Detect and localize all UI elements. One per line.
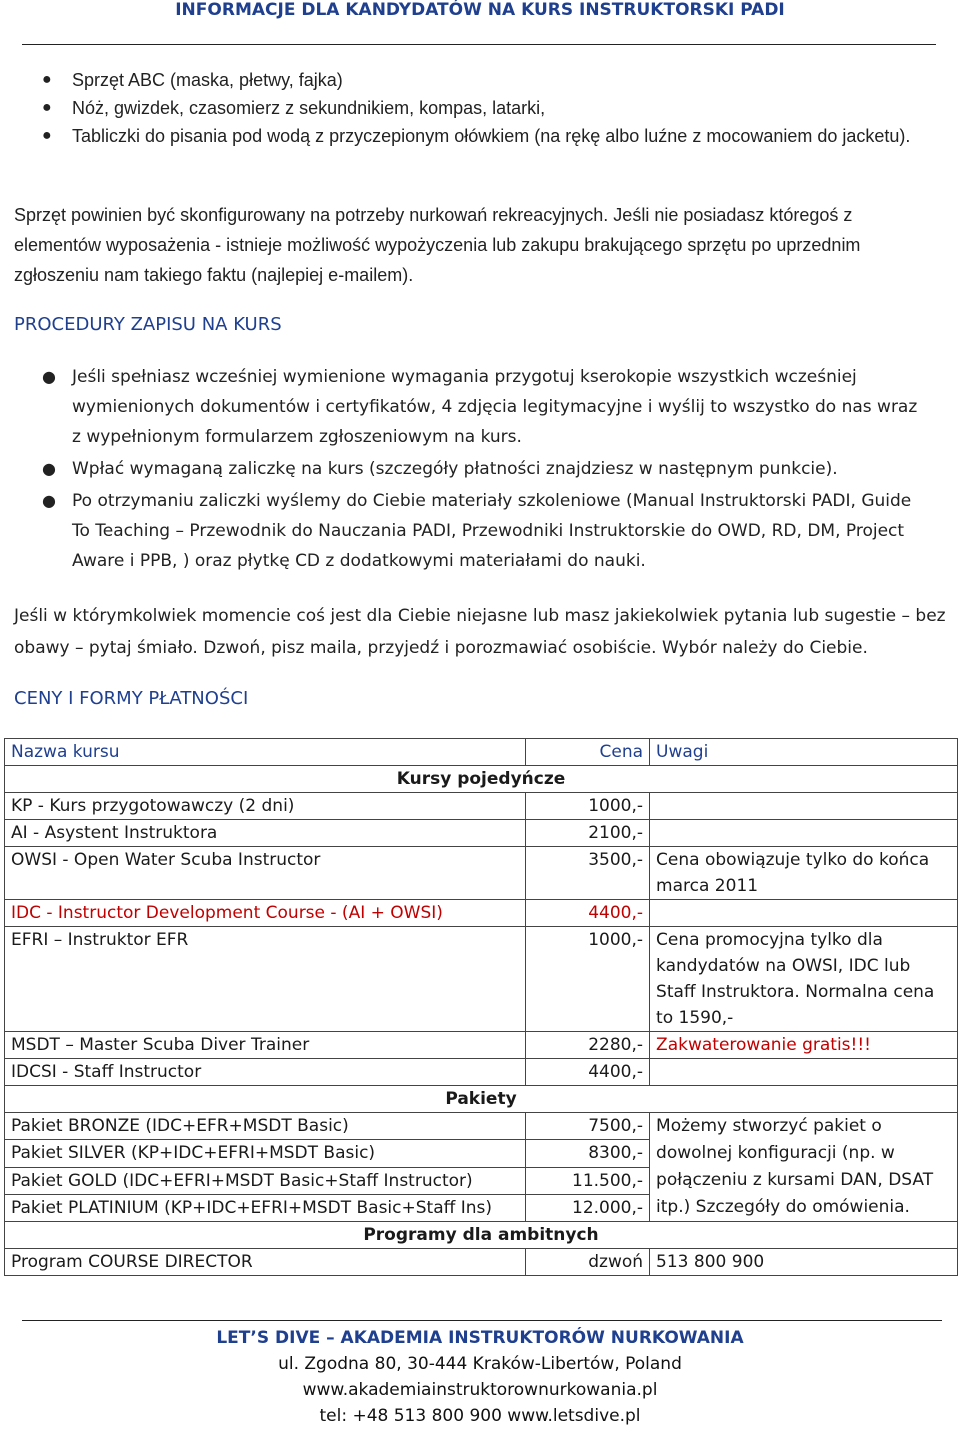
list-item: ● Wpłać wymaganą zaliczkę na kurs (szczegóły płatności znajdziesz w następnym punkcie). (0, 454, 930, 484)
course-name: AI - Asystent Instruktora (5, 820, 526, 847)
course-note: Zakwaterowanie gratis!!! (650, 1032, 958, 1059)
group-label-ambitious: Programy dla ambitnych (5, 1222, 958, 1249)
course-price: 2280,- (526, 1032, 650, 1059)
column-header-price: Cena (526, 739, 650, 766)
list-item: ● Jeśli spełniasz wcześniej wymienione wymagania przygotuj kserokopie wszystkich wcześniej wymienionych dokumentów i certyfikatów, 4 zdjęcia legitymacyjne i wyślij to wszystko do nas wraz z wypełnionym formularzem zgłoszeniowym na kurs. (0, 362, 930, 452)
procedures-list (0, 362, 930, 576)
footer (0, 1325, 960, 1429)
footer-brand: LET’S DIVE – AKADEMIA INSTRUKTORÓW NURKOWANIA (216, 1328, 744, 1348)
table-row (5, 847, 958, 900)
course-price: 3500,- (526, 847, 650, 900)
bullet-icon: ● (42, 491, 56, 510)
course-note: Cena promocyjna tylko dla kandydatów na OWSI, IDC lub Staff Instruktora. Normalna cena to 1590,- (650, 927, 958, 1032)
bullet-icon: ● (42, 71, 52, 88)
column-header-note: Uwagi (650, 739, 958, 766)
group-row (5, 1086, 958, 1113)
package-price: 7500,- (526, 1113, 650, 1140)
table-row (5, 793, 958, 820)
group-row (5, 766, 958, 793)
bullet-icon: ● (42, 127, 52, 144)
table-header-row (5, 739, 958, 766)
table-row (5, 1113, 958, 1140)
course-name: MSDT – Master Scuba Diver Trainer (5, 1032, 526, 1059)
footer-contact: tel: +48 513 800 900 www.letsdive.pl (319, 1406, 641, 1426)
package-name: Pakiet GOLD (IDC+EFRI+MSDT Basic+Staff Instructor) (5, 1167, 526, 1194)
list-item: ● Po otrzymaniu zaliczki wyślemy do Ciebie materiały szkoleniowe (Manual Instruktorski PADI, Guide To Teaching – Przewodnik do Nauczania PADI, Przewodniki Instruktorskie do OWD, RD, DM, Project Aware i PPB, ) oraz płytkę CD z dodatkowymi materiałami do nauki. (0, 486, 930, 576)
column-header-name: Nazwa kursu (5, 739, 526, 766)
package-note: Możemy stworzyć pakiet o dowolnej konfiguracji (np. w połączeniu z kursami DAN, DSAT itp.) Szczegóły do omówienia. (650, 1113, 958, 1222)
course-note: Cena obowiązuje tylko do końca marca 2011 (650, 847, 958, 900)
procedures-note: Jeśli w którymkolwiek momencie coś jest dla Ciebie niejasne lub masz jakiekolwiek pytania lub sugestie – bez obawy – pytaj śmiało. Dzwoń, pisz maila, przyjedź i porozmawiać osobiście. Wybór należy do Ciebie. (14, 606, 946, 658)
course-note (650, 1059, 958, 1086)
table-row (5, 1032, 958, 1059)
table-row (5, 927, 958, 1032)
table-row (5, 1059, 958, 1086)
equipment-note: Sprzęt powinien być skonfigurowany na potrzeby nurkowań rekreacyjnych. Jeśli nie posiadasz któregoś z elementów wyposażenia - istnieje możliwość wypożyczenia lub zakupu brakującego sprzętu po uprzednim zgłoszeniu nam takiego faktu (najlepiej e-mailem). (14, 205, 861, 285)
footer-divider (22, 1320, 942, 1321)
procedures-heading: PROCEDURY ZAPISU NA KURS (14, 314, 282, 335)
course-name: IDCSI - Staff Instructor (5, 1059, 526, 1086)
course-price: 4400,- (526, 900, 650, 927)
page-header-title: INFORMACJE DLA KANDYDATÓW NA KURS INSTRUKTORSKI PADI (175, 0, 785, 20)
course-price: 1000,- (526, 793, 650, 820)
program-phone: 513 800 900 (650, 1249, 958, 1276)
course-name: IDC - Instructor Development Course - (AI + OWSI) (5, 900, 526, 927)
course-note (650, 793, 958, 820)
course-price: 4400,- (526, 1059, 650, 1086)
price-table (4, 738, 958, 1276)
course-price: 2100,- (526, 820, 650, 847)
bullet-icon: ● (42, 99, 52, 116)
program-price: dzwoń (526, 1249, 650, 1276)
course-price: 1000,- (526, 927, 650, 1032)
package-name: Pakiet PLATINIUM (KP+IDC+EFRI+MSDT Basic+Staff Ins) (5, 1194, 526, 1221)
course-name: OWSI - Open Water Scuba Instructor (5, 847, 526, 900)
list-item: ● Tabliczki do pisania pod wodą z przyczepionym ołówkiem (na rękę albo luźne z mocowaniem do jacketu). (0, 122, 920, 150)
package-price: 11.500,- (526, 1167, 650, 1194)
table-row (5, 820, 958, 847)
list-item: ● Nóż, gwizdek, czasomierz z sekundnikiem, kompas, latarki, (0, 94, 920, 122)
course-name: EFRI – Instruktor EFR (5, 927, 526, 1032)
package-price: 12.000,- (526, 1194, 650, 1221)
group-row (5, 1222, 958, 1249)
header-divider (22, 44, 936, 45)
list-item: ● Sprzęt ABC (maska, płetwy, fajka) (0, 66, 920, 94)
package-price: 8300,- (526, 1140, 650, 1167)
table-row (5, 1249, 958, 1276)
package-name: Pakiet SILVER (KP+IDC+EFRI+MSDT Basic) (5, 1140, 526, 1167)
course-note (650, 820, 958, 847)
program-name: Program COURSE DIRECTOR (5, 1249, 526, 1276)
course-note (650, 900, 958, 927)
group-label-single: Kursy pojedyńcze (5, 766, 958, 793)
bullet-icon: ● (42, 367, 56, 386)
course-name: KP - Kurs przygotowawczy (2 dni) (5, 793, 526, 820)
prices-heading: CENY I FORMY PŁATNOŚCI (14, 688, 249, 709)
footer-address: ul. Zgodna 80, 30-444 Kraków-Libertów, Poland (278, 1354, 682, 1374)
table-row (5, 900, 958, 927)
footer-website-link[interactable]: www.akademiainstruktorownurkowania.pl (302, 1380, 658, 1400)
equipment-list (0, 66, 920, 150)
package-name: Pakiet BRONZE (IDC+EFR+MSDT Basic) (5, 1113, 526, 1140)
group-label-packages: Pakiety (5, 1086, 958, 1113)
bullet-icon: ● (42, 459, 56, 478)
